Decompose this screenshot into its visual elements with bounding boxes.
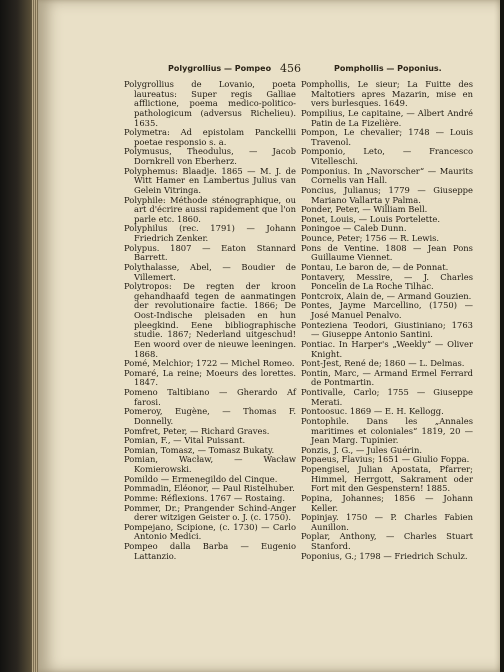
entry: Ponteziena Teodori, Giustiniano; 1763 — Giuseppe Antonio Santini. — [301, 319, 473, 340]
entry: Pomian, Tomasz, — Tomasz Bukaty. — [124, 444, 275, 455]
entry: Poncius, Julianus; 1779 — Giuseppe Mariano Vallarta y Palma. — [301, 184, 473, 205]
entry: Pomfret, Peter, — Richard Graves. — [124, 425, 270, 436]
running-header — [38, 64, 500, 78]
entry: Pontau, Le baron de, — de Ponnat. — [301, 261, 449, 272]
entry: Polymetra: Ad epistolam Panckellii poetae responsio s. a. — [124, 127, 296, 147]
entry: Polyphemus: Blaadje. 1865 — M. J. de Witt Hamer en Lambertus Julius van Gelein Vitringa. — [124, 165, 296, 195]
entry: Pontcroix, Alain de, — Armand Gouzien. — [301, 290, 472, 301]
entry: Pommer, Dr.; Prangender Schind-Anger derer witzigen Geister o. J. (c. 1750). — [124, 502, 296, 523]
entry: Pomé, Melchior; 1722 — Michel Romeo. — [124, 358, 295, 369]
entry: Poningoe — Caleb Dunn. — [301, 223, 407, 234]
entry: Pontes, Jayme Marcellino, (1750) — José Manuel Penalvo. — [301, 300, 473, 320]
entry: Pounce, Peter; 1756 — R. Lewis. — [301, 233, 440, 243]
entry: Pontiac. In Harper's „Weekly“ — Oliver Knight. — [301, 338, 473, 359]
entry: Pommadin, Eléonor, — Paul Ristelhuber. — [124, 483, 295, 494]
entry: Pontoosuc. 1869 — E. H. Kellogg. — [301, 406, 444, 417]
entry: Pontavery, Messire, — J. Charles Poncelin de La Roche Tilhac. — [301, 271, 473, 292]
entry: Pompejano, Scipione, (c. 1730) — Carlo Antonio Medici. — [124, 521, 296, 542]
entry: Polyphilus (rec. 1791) — Johann Friedrich Zenker. — [124, 223, 296, 243]
entry: Pomildo — Ermenegildo del Cinque. — [124, 473, 278, 484]
entry: Polygrollius de Lovanio, poeta laureatus: Super regis Galliae afflictione, poema medico-politico-pathologicum (adversus Richelieu). 1635. — [124, 79, 296, 128]
left-column — [124, 80, 296, 561]
entry: Pomian, F., — Vital Puissant. — [124, 435, 246, 446]
entry: Polymusus, Theodulus, — Jacob Dornkrell von Eberherz. — [124, 146, 296, 166]
page-number: 456 — [280, 62, 301, 75]
page-right-edge — [500, 0, 504, 672]
entry: Pomaré, La reine; Moeurs des lorettes. 1847. — [124, 367, 296, 388]
entry: Pont-Jest, René de; 1860 — L. Delmas. — [301, 358, 465, 369]
entry: Polypus. 1807 — Eaton Stannard Barrett. — [124, 242, 296, 263]
entry: Ponzis, J. G., — Jules Guérin. — [301, 444, 423, 455]
entry: Pomponius. In „Navorscher“ — Maurits Cornelis van Hall. — [301, 165, 473, 186]
entry: Pontivalle, Carlo; 1755 — Giuseppe Merati. — [301, 387, 473, 407]
entry: Pomme: Réflexions. 1767 — Rostaing. — [124, 492, 286, 503]
entry: Poponius, G.; 1798 — Friedrich Schulz. — [301, 550, 468, 561]
book-spine-edge — [0, 0, 38, 672]
entry: Pomeno Taltibiano — Gherardo Af farosi. — [124, 387, 296, 407]
entry: Pons de Ventine. 1808 — Jean Pons Guillaume Viennet. — [301, 242, 473, 263]
entry: Pompilius, Le capitaine, — Albert André Patin de La Fizelière. — [301, 107, 473, 128]
entry: Polytropos: De regten der kroon gehandhaafd tegen de aanmatingen der revolutionaire factie. 1866; De Oost-Indische pleisaden en hun pleegkind. Eene bibliographische studie. 1867; Nederland uitgeschud! Een woord over de nieuwe leeningen. 1868. — [124, 281, 296, 359]
entry: Pompeo dalla Barba — Eugenio Lattanzio. — [124, 541, 296, 561]
entry: Popina, Johannes; 1856 — Johann Keller. — [301, 492, 473, 513]
entry: Ponder, Peter, — William Bell. — [301, 204, 428, 215]
entry: Pomian, Wacław, — Wacław Komierowski. — [124, 454, 296, 474]
entry: Popaeus, Flavius; 1651 — Giulio Foppa. — [301, 454, 470, 465]
entry: Poplar, Anthony, — Charles Stuart Stanford. — [301, 531, 473, 551]
entry: Popinjay. 1750 — P. Charles Fabien Aunillon. — [301, 512, 473, 532]
entry: Pontophile. Dans les „Annales maritimes et coloniales“ 1819, 20 — Jean Marg. Tupinier. — [301, 415, 473, 446]
entry: Polyphile: Méthode sténographique, ou art d'écrire aussi rapidement que l'on parle etc. 1860. — [124, 194, 296, 224]
entry: Pomphollis, Le sieur; La Fuitte des Maltotiers apres Mazarin, mise en vers burlesques. 1649. — [301, 79, 473, 109]
entry: Pompon, Le chevalier; 1748 — Louis Travenol. — [301, 127, 473, 147]
entry: Popengisel, Julian Apostata, Pfarrer; Himmel, Herrgott, Sakrament oder Fort mit den Gespenstern! 1885. — [301, 464, 473, 494]
book-page — [38, 0, 500, 672]
right-column — [301, 80, 473, 561]
header-left: Polygrollius — Pompeo — [168, 64, 272, 73]
entry: Ponet, Louis, — Louis Portelette. — [301, 213, 440, 224]
entry: Pontin, Marc, — Armand Ermel Ferrard de Pontmartin. — [301, 367, 473, 388]
entry: Pomeroy, Eugène, — Thomas F. Donnelly. — [124, 406, 296, 426]
header-right: Pomphollis — Poponius. — [334, 64, 442, 73]
entry: Pomponio, Leto, — Francesco Vitelleschi. — [301, 146, 473, 166]
entry: Polythalasse, Abel, — Boudier de Villemert. — [124, 261, 296, 282]
